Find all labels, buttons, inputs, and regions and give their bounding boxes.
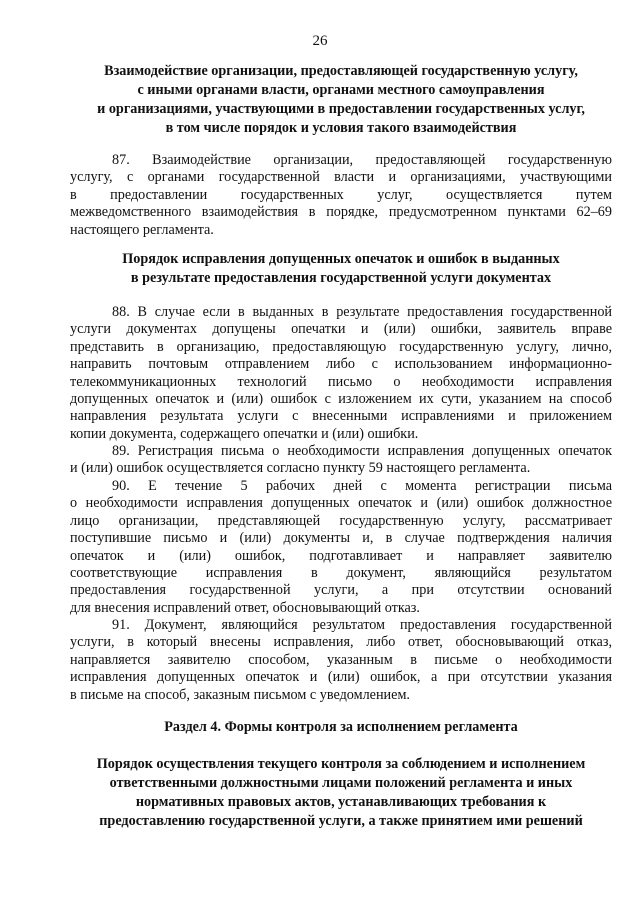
paragraph-87	[70, 152, 612, 239]
paragraph-line: услугу, с органами государственной власти и организациями, участвующими	[70, 169, 612, 186]
heading-line: Порядок осуществления текущего контроля за соблюдением и исполнением	[96, 756, 586, 772]
page-number: 26	[312, 33, 328, 49]
paragraph-line: в предоставлении государственных услуг, осуществляется путем	[70, 186, 612, 203]
paragraph-line: допущенных опечаток и (или) ошибок с изложением их сути, указанием на способ	[70, 390, 612, 407]
paragraph-line: 88. В случае если в выданных в результате предоставления государственной	[112, 304, 612, 320]
section-heading-control-procedure	[70, 755, 612, 831]
paragraph-line: 91. Документ, являющийся результатом предоставления государственной	[112, 617, 612, 633]
heading-line: Раздел 4. Формы контроля за исполнением регламента	[164, 719, 518, 735]
paragraph-line: услуги документах допущены опечатки и (или) ошибки, заявитель вправе	[70, 321, 612, 338]
heading-line: и организациями, участвующими в предоставлении государственных услуг,	[97, 101, 585, 117]
heading-line: Взаимодействие организации, предоставляющей государственную услугу,	[104, 63, 578, 79]
paragraph-line: межведомственного взаимодействия в порядке, предусмотренном пунктами 62–69	[70, 204, 612, 221]
paragraph-91	[70, 617, 612, 704]
paragraph-line: для внесения исправлений ответ, обосновывающий отказ.	[70, 599, 420, 616]
heading-line: Порядок исправления допущенных опечаток и ошибок в выданных	[122, 251, 560, 267]
paragraph-line: опечаток и (или) ошибок, подготавливает и направляет заявителю	[70, 547, 612, 564]
paragraph-line: телекоммуникационных технологий письмо о необходимости исправления	[70, 373, 612, 390]
paragraph-line: направляется заявителю способом, указанным в письме о необходимости	[70, 651, 612, 668]
heading-line: предоставлению государственной услуги, а также принятием ими решений	[99, 813, 583, 829]
paragraph-90	[70, 478, 612, 617]
paragraph-89	[70, 443, 612, 478]
heading-line: в результате предоставления государственной услуги документах	[130, 270, 552, 286]
heading-line: ответственными должностными лицами положений регламента и иных	[109, 775, 573, 791]
paragraph-line: в письме на способ, заказным письмом с уведомлением.	[70, 686, 410, 703]
section-heading-interaction	[70, 62, 612, 138]
paragraph-line: настоящего регламента.	[70, 221, 214, 238]
paragraph-line: направить почтовым отправлением либо с использованием информационно-	[70, 356, 612, 373]
paragraph-line: и (или) ошибок осуществляется согласно пункту 59 настоящего регламента.	[70, 460, 531, 477]
section-heading-corrections	[70, 250, 612, 288]
paragraph-line: 90. Е течение 5 рабочих дней с момента регистрации письма	[112, 478, 612, 494]
paragraph-line: копии документа, содержащего опечатки и (или) ошибки.	[70, 425, 419, 442]
paragraph-line: соответствующие исправления в документ, являющийся результатом	[70, 564, 612, 581]
section-heading-section-4	[70, 718, 612, 737]
paragraph-line: 89. Регистрация письма о необходимости исправления допущенных опечаток	[112, 443, 612, 459]
paragraph-88	[70, 304, 612, 443]
heading-line: нормативных правовых актов, устанавливающих требования к	[135, 794, 547, 810]
paragraph-line: исправления допущенных опечаток и (или) ошибок, а при отсутствии указания	[70, 669, 612, 686]
heading-line: с иными органами власти, органами местного самоуправления	[137, 82, 545, 98]
paragraph-line: направления результата услуги с внесенными исправлениями и приложением	[70, 408, 612, 425]
paragraph-line: 87. Взаимодействие организации, предоставляющей государственную	[112, 152, 612, 168]
paragraph-line: услуги, в который внесены исправления, либо ответ, обосновывающий отказ,	[70, 634, 612, 651]
heading-line: в том числе порядок и условия такого взаимодействия	[165, 120, 517, 136]
paragraph-line: предоставления государственной услуги, а при отсутствии оснований	[70, 582, 612, 599]
paragraph-line: поступившие письмо и (или) документы и, в случае подтверждения наличия	[70, 530, 612, 547]
paragraph-line: представить в организацию, предоставляющую государственную услугу, лично,	[70, 338, 612, 355]
paragraph-line: лицо организации, представляющей государственную услугу, рассматривает	[70, 512, 612, 529]
paragraph-line: о необходимости исправления допущенных опечаток и (или) ошибок должностное	[70, 495, 612, 512]
